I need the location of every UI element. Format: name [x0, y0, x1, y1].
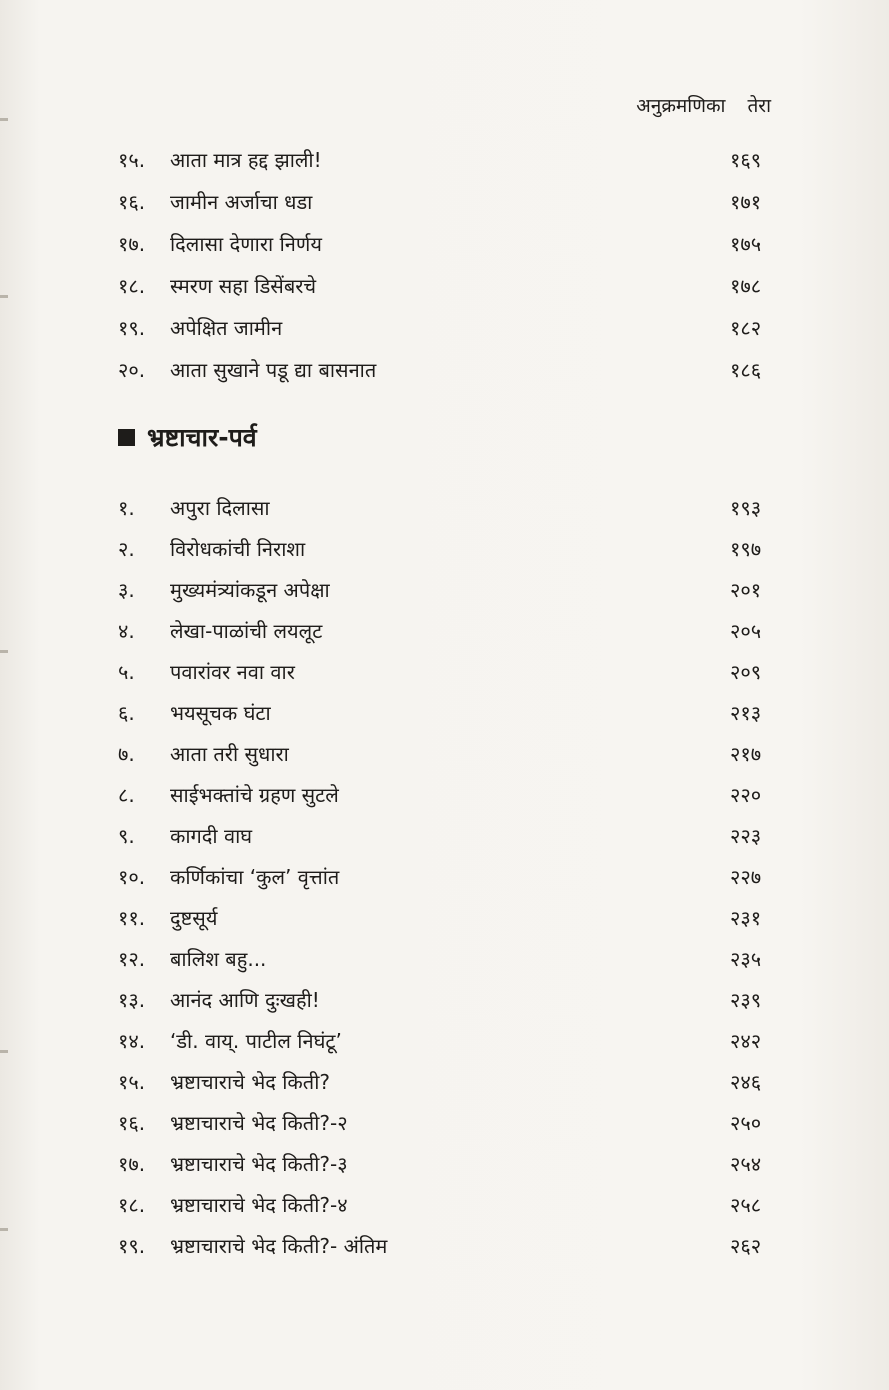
entry-title: ‘डी. वाय्. पाटील निघंटू’ [170, 1029, 342, 1053]
entry-title: आता मात्र हद्द झाली! [170, 148, 322, 172]
entry-page: १९३ [730, 496, 762, 520]
entry-number: ४. [118, 619, 135, 643]
entry-title: भ्रष्टाचाराचे भेद किती?-३ [170, 1152, 348, 1176]
entry-title: लेखा-पाळांची लयलूट [170, 619, 323, 643]
entry-page: २२३ [730, 824, 762, 848]
entry-page: १७५ [730, 232, 762, 256]
entry-page: २३१ [730, 906, 762, 930]
entry-title: साईभक्तांचे ग्रहण सुटले [170, 783, 339, 807]
toc-entry [0, 652, 889, 692]
page-edge-mark [0, 118, 8, 121]
entry-number: १२. [118, 947, 146, 971]
entry-page: १७१ [730, 190, 762, 214]
entry-number: १५. [118, 1070, 146, 1094]
toc-entry [0, 775, 889, 815]
entry-title: भ्रष्टाचाराचे भेद किती?- अंतिम [170, 1234, 388, 1258]
entry-title: दुष्टसूर्य [170, 906, 218, 930]
entry-title: भयसूचक घंटा [170, 701, 271, 725]
toc-entry [0, 488, 889, 528]
toc-entry [0, 1185, 889, 1225]
entry-page: २२७ [730, 865, 762, 889]
entry-number: १९. [118, 316, 146, 340]
entry-number: १९. [118, 1234, 146, 1258]
toc-entry [0, 939, 889, 979]
toc-entry [0, 308, 889, 348]
entry-page: २०५ [730, 619, 762, 643]
toc-entry [0, 898, 889, 938]
entry-title: मुख्यमंत्र्यांकडून अपेक्षा [170, 578, 330, 602]
entry-number: १५. [118, 148, 146, 172]
entry-page: २१७ [730, 742, 762, 766]
toc-entry [0, 570, 889, 610]
toc-entry [0, 980, 889, 1020]
entry-page: २३९ [730, 988, 762, 1012]
entry-page: १८६ [730, 358, 762, 382]
toc-entry [0, 529, 889, 569]
entry-number: ११. [118, 906, 146, 930]
entry-title: कर्णिकांचा ‘कुल’ वृत्तांत [170, 865, 340, 889]
entry-page: १९७ [730, 537, 762, 561]
running-header [636, 92, 771, 118]
entry-title: कागदी वाघ [170, 824, 253, 848]
entry-number: २०. [118, 358, 146, 382]
entry-number: ६. [118, 701, 135, 725]
entry-number: १०. [118, 865, 146, 889]
toc-entry [0, 1144, 889, 1184]
entry-number: १८. [118, 1193, 146, 1217]
entry-number: ९. [118, 824, 135, 848]
entry-title: पवारांवर नवा वार [170, 660, 295, 684]
entry-page: २६२ [730, 1234, 762, 1258]
entry-page: २३५ [730, 947, 762, 971]
entry-title: अपेक्षित जामीन [170, 316, 283, 340]
toc-entry [0, 140, 889, 180]
toc-entry [0, 1226, 889, 1266]
entry-title: स्मरण सहा डिसेंबरचे [170, 274, 317, 298]
entry-number: १३. [118, 988, 146, 1012]
entry-number: १७. [118, 1152, 146, 1176]
entry-page: २१३ [730, 701, 762, 725]
entry-number: ५. [118, 660, 135, 684]
entry-page: २२० [730, 783, 762, 807]
toc-entry [0, 266, 889, 306]
entry-title: अपुरा दिलासा [170, 496, 270, 520]
toc-entry [0, 693, 889, 733]
toc-entry [0, 350, 889, 390]
header-page-number: तेरा [747, 95, 771, 117]
entry-page: १७८ [730, 274, 762, 298]
entry-number: ८. [118, 783, 135, 807]
entry-page: २४२ [730, 1029, 762, 1053]
entry-title: आनंद आणि दुःखही! [170, 988, 320, 1012]
toc-entry [0, 1021, 889, 1061]
entry-number: १. [118, 496, 135, 520]
toc-entry [0, 224, 889, 264]
entry-number: १७. [118, 232, 146, 256]
entry-title: दिलासा देणारा निर्णय [170, 232, 322, 256]
entry-title: आता सुखाने पडू द्या बासनात [170, 358, 377, 382]
toc-entry [0, 1103, 889, 1143]
toc-entry [0, 611, 889, 651]
entry-number: १६. [118, 190, 146, 214]
entry-title: जामीन अर्जाचा धडा [170, 190, 313, 214]
toc-entry [0, 816, 889, 856]
section-heading [118, 420, 257, 454]
entry-number: २. [118, 537, 135, 561]
entry-title: बालिश बहु... [170, 947, 267, 971]
entry-title: भ्रष्टाचाराचे भेद किती?-२ [170, 1111, 348, 1135]
entry-page: १६९ [730, 148, 762, 172]
entry-title: भ्रष्टाचाराचे भेद किती? [170, 1070, 330, 1094]
entry-page: २५४ [730, 1152, 762, 1176]
entry-title: विरोधकांची निराशा [170, 537, 306, 561]
entry-number: १८. [118, 274, 146, 298]
toc-entry [0, 734, 889, 774]
entry-number: १६. [118, 1111, 146, 1135]
entry-page: २०९ [730, 660, 762, 684]
entry-number: ७. [118, 742, 135, 766]
toc-entry [0, 857, 889, 897]
entry-number: १४. [118, 1029, 146, 1053]
entry-page: २५८ [730, 1193, 762, 1217]
toc-entry [0, 1062, 889, 1102]
toc-entry [0, 182, 889, 222]
entry-page: २५० [730, 1111, 762, 1135]
square-bullet-icon [118, 429, 135, 446]
entry-number: ३. [118, 578, 135, 602]
entry-title: आता तरी सुधारा [170, 742, 289, 766]
entry-page: १८२ [730, 316, 762, 340]
entry-title: भ्रष्टाचाराचे भेद किती?-४ [170, 1193, 348, 1217]
entry-page: २४६ [730, 1070, 762, 1094]
header-title: अनुक्रमणिका [636, 95, 726, 117]
entry-page: २०१ [730, 578, 762, 602]
section-title: भ्रष्टाचार-पर्व [147, 423, 257, 452]
